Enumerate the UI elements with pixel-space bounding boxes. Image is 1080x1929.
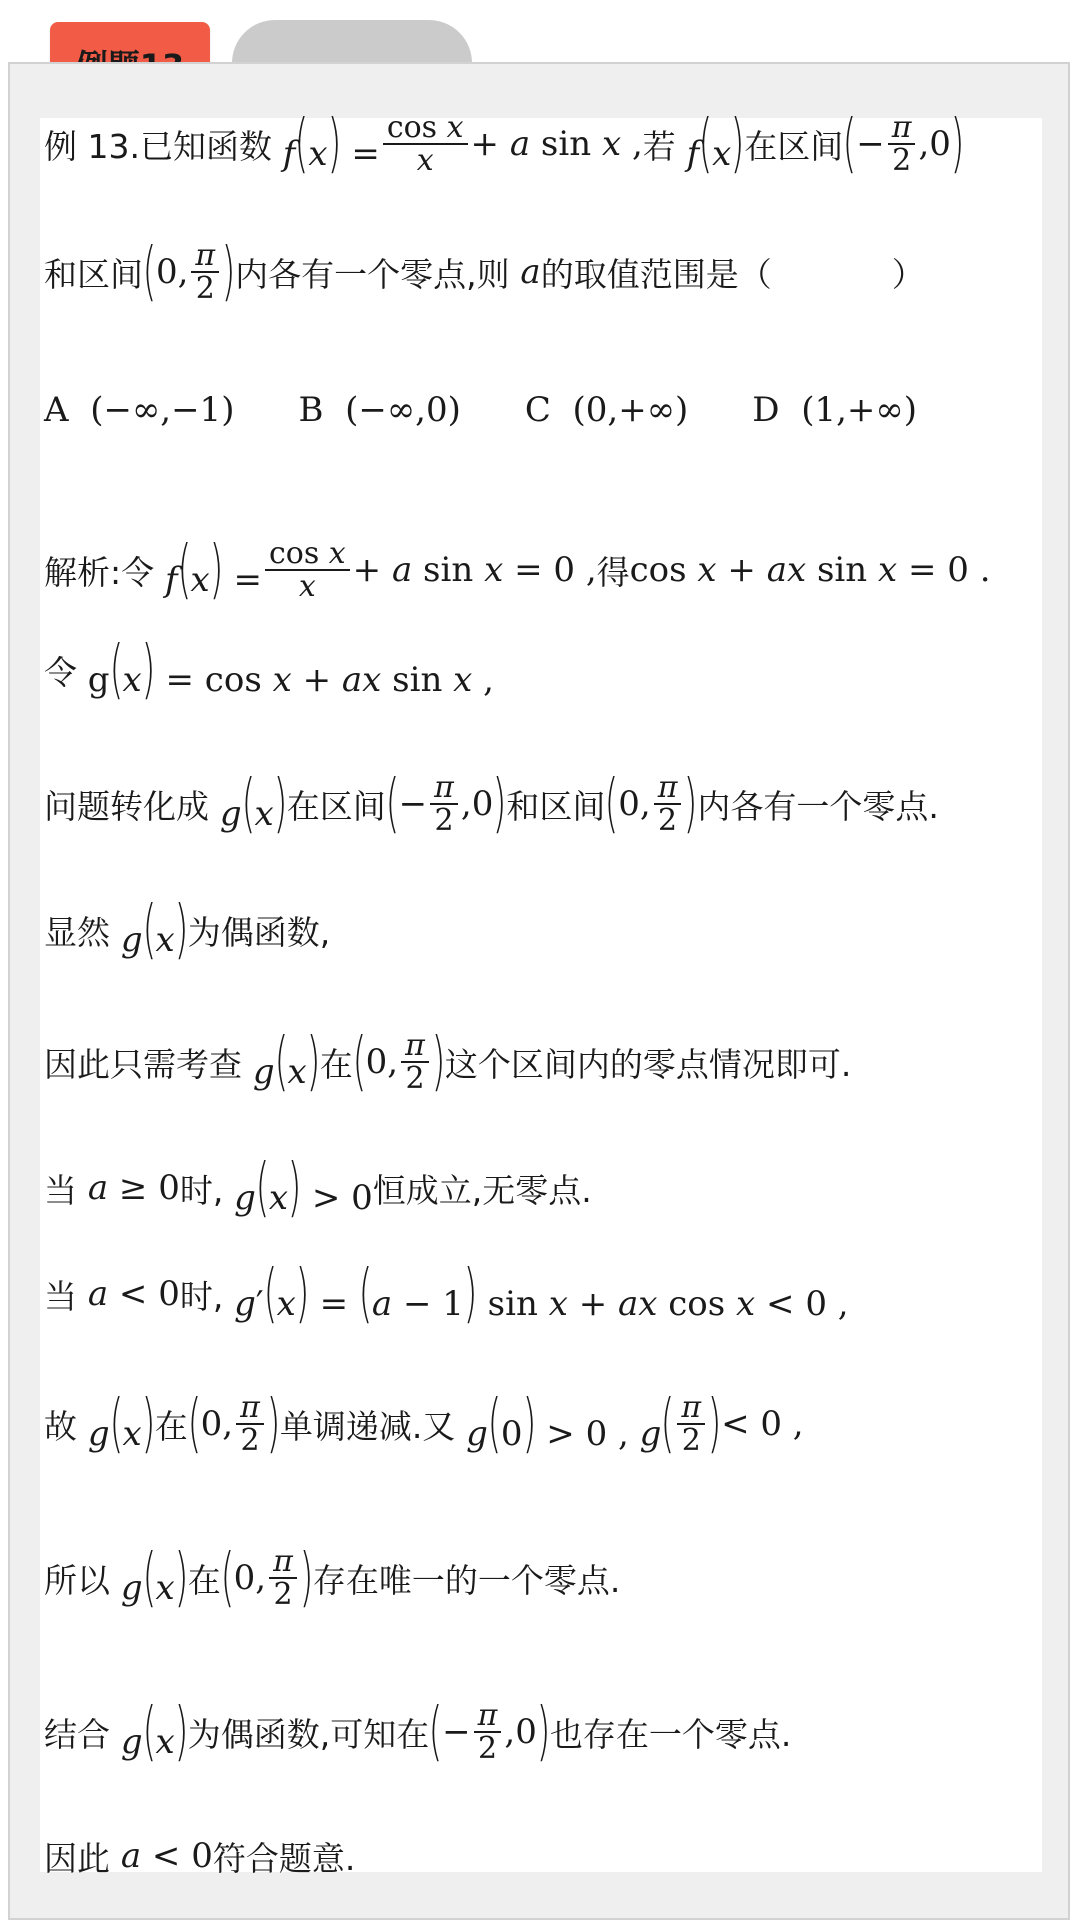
- solution-line-2: 令 g(x) = cos x + ax sin x ,: [44, 633, 494, 707]
- option-c: C (0,+∞): [524, 390, 689, 430]
- option-a: A (−∞,−1): [44, 390, 235, 430]
- problem-line-2: 和区间 ( 0, $\frac{\pi}{2}$ ) 内各有一个零点,则 a 的取值范围是（ ）: [44, 235, 925, 309]
- solution-line-5: 因此只需考查 g(x) 在 ( 0, $\frac{\pi}{2}$ ) 这个区间内的零点情况即可.: [44, 1025, 852, 1099]
- solution-line-9: 所以 g(x) 在 ( 0, $\frac{\pi}{2}$ ) 存在唯一的一个零点.: [44, 1541, 621, 1615]
- answer-options: [44, 370, 1046, 450]
- solution-line-11: 因此 a < 0 符合题意.: [44, 1836, 356, 1878]
- solution-line-10: 结合 g(x) 为偶函数,可知在 ( − $\frac{\pi}{2}$ ,0 ) 也存在一个零点.: [44, 1695, 792, 1769]
- option-d: D (1,+∞): [752, 390, 917, 430]
- problem-line-1: 例 13.已知函数 f(x) = $\frac{\text{cos x}}{x}$ + a sin x , 若 f(x) 在区间 ( − $\frac{\pi}{2}$ ,0 ): [44, 107, 965, 181]
- solution-line-7: 当 a < 0 时, g′(x) = (a − 1) sin x + ax cos x < 0 ,: [44, 1257, 849, 1331]
- solution-line-6: 当 a ≥ 0 时, g(x) > 0 恒成立,无零点.: [44, 1151, 592, 1225]
- solution-line-3: 问题转化成 g(x) 在区间 ( − $\frac{\pi}{2}$ ,0 ) 和区间 ( 0, $\frac{\pi}{2}$ ) 内各有一个零点.: [44, 767, 939, 841]
- solution-line-1: 解析:令 f(x) = $\frac{\text{cos x}}{x}$ + a sin x = 0 , 得 cos x + ax sin x = 0 .: [44, 533, 991, 607]
- solution-line-4: 显然 g(x) 为偶函数,: [44, 893, 331, 967]
- solution-line-8: 故 g(x) 在 ( 0, $\frac{\pi}{2}$ ) 单调递减.又 g(0) > 0 , g ( $\frac{\pi}{2}$ ) < 0 ,: [44, 1387, 804, 1461]
- fraction-cosx-over-x: $\frac{\text{cos x}}{x}$: [383, 112, 468, 177]
- option-b: B (−∞,0): [298, 390, 461, 430]
